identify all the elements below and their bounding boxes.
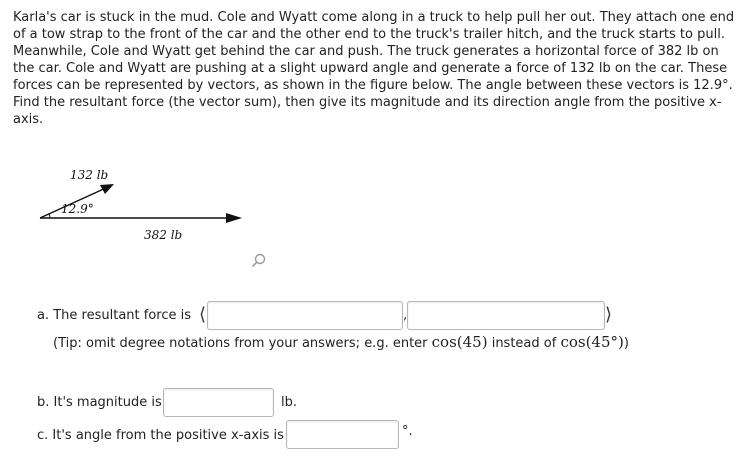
tip-text bbox=[53, 334, 629, 352]
resultant-y-input[interactable] bbox=[407, 301, 605, 330]
open-bracket: ⟨ bbox=[199, 304, 207, 325]
tip-middle: instead of bbox=[487, 336, 561, 351]
tip-prefix: (Tip: omit degree notations from your answers; e.g. enter bbox=[53, 336, 432, 351]
truck-force-arrowhead bbox=[226, 213, 242, 223]
part-b-prompt: b. It's magnitude is bbox=[37, 395, 162, 410]
truck-force-label: 382 lb bbox=[144, 228, 183, 242]
push-force-label: 132 lb bbox=[70, 168, 109, 182]
tip-example-cos45: cos(45) bbox=[431, 333, 488, 351]
angle-input[interactable] bbox=[286, 420, 399, 449]
magnitude-unit: lb. bbox=[281, 395, 297, 410]
resultant-x-input[interactable] bbox=[207, 301, 403, 330]
part-a-prompt: a. The resultant force is bbox=[37, 308, 192, 323]
vector-figure bbox=[30, 160, 250, 280]
problem-statement: Karla's car is stuck in the mud. Cole and Wyatt come along in a truck to help pull her out. They attach one end of a tow strap to the front of the car and the other end to the truck's trailer hitch, and the truck starts to pull. Meanwhile, Cole and Wyatt get behind the car and push. The truck generates a horizontal force of 382 lb on the car. Cole and Wyatt are pushing at a slight upward angle and generate a force of 132 lb on the car. These forces can be represented by vectors, as shown in the figure below. The angle between these vectors is 12.9°. Find the resultant force (the vector sum), then give its magnitude and its direction angle from the positive x-axis. bbox=[13, 10, 735, 127]
close-bracket: ⟩ bbox=[605, 304, 613, 325]
part-c-prompt: c. It's angle from the positive x-axis is bbox=[37, 428, 284, 443]
magnitude-input[interactable] bbox=[163, 388, 274, 417]
magnifier-icon[interactable] bbox=[250, 252, 268, 270]
comma-separator: , bbox=[403, 308, 408, 323]
angle-label: 12.9° bbox=[61, 202, 94, 216]
tip-suffix: ) bbox=[623, 336, 629, 351]
angle-unit: °. bbox=[402, 424, 413, 439]
tip-example-cos45-degree: cos(45°) bbox=[560, 333, 624, 351]
